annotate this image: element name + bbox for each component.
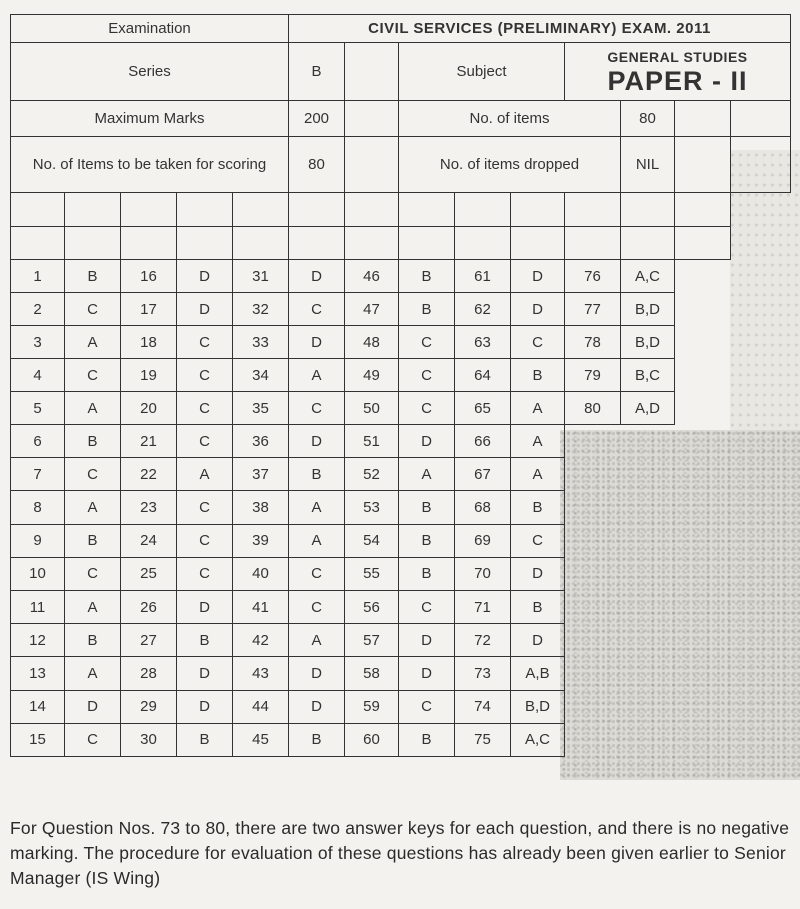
- answer-key: C: [289, 293, 345, 326]
- answer-row: [11, 392, 791, 425]
- answer-key: C: [289, 557, 345, 590]
- question-number: 47: [345, 293, 399, 326]
- empty-cell: [121, 193, 177, 227]
- empty-area: [565, 524, 791, 557]
- empty-cell: [345, 227, 399, 260]
- answer-key: D: [177, 260, 233, 293]
- empty-area: [675, 293, 791, 326]
- question-number: 4: [11, 359, 65, 392]
- question-number: 76: [565, 260, 621, 293]
- empty-area: [565, 723, 791, 756]
- answer-key: C: [177, 491, 233, 524]
- question-number: 8: [11, 491, 65, 524]
- subject-value: [565, 43, 791, 101]
- answer-key: A: [289, 359, 345, 392]
- scoring-value: 80: [289, 137, 345, 193]
- answer-key: B,D: [621, 326, 675, 359]
- answer-key: C: [177, 524, 233, 557]
- question-number: 22: [121, 458, 177, 491]
- answer-key: D: [177, 690, 233, 723]
- answer-key: A: [177, 458, 233, 491]
- question-number: 31: [233, 260, 289, 293]
- answer-key: C: [65, 557, 121, 590]
- answer-row: [11, 723, 791, 756]
- answer-key: A,C: [511, 723, 565, 756]
- empty-cell: [345, 101, 399, 137]
- question-number: 14: [11, 690, 65, 723]
- question-number: 7: [11, 458, 65, 491]
- empty-cell: [233, 193, 289, 227]
- question-number: 50: [345, 392, 399, 425]
- answer-key: B: [65, 260, 121, 293]
- empty-cell: [345, 193, 399, 227]
- answer-row: [11, 458, 791, 491]
- dropped-label: No. of items dropped: [399, 137, 621, 193]
- answer-key: B: [399, 524, 455, 557]
- empty-cell: [731, 101, 791, 137]
- question-number: 36: [233, 425, 289, 458]
- empty-area: [675, 260, 791, 293]
- question-number: 62: [455, 293, 511, 326]
- question-number: 75: [455, 723, 511, 756]
- answer-key: C: [65, 359, 121, 392]
- question-number: 30: [121, 723, 177, 756]
- answer-key: B: [289, 458, 345, 491]
- empty-cell: [731, 193, 791, 227]
- question-number: 71: [455, 590, 511, 623]
- question-number: 16: [121, 260, 177, 293]
- question-number: 24: [121, 524, 177, 557]
- question-number: 23: [121, 491, 177, 524]
- empty-cell: [399, 227, 455, 260]
- question-number: 17: [121, 293, 177, 326]
- answer-key: B: [177, 624, 233, 657]
- answer-key: D: [399, 624, 455, 657]
- question-number: 35: [233, 392, 289, 425]
- question-number: 73: [455, 657, 511, 690]
- question-number: 70: [455, 557, 511, 590]
- question-number: 40: [233, 557, 289, 590]
- answer-key: B,D: [511, 690, 565, 723]
- question-number: 67: [455, 458, 511, 491]
- answer-key: D: [177, 590, 233, 623]
- question-number: 77: [565, 293, 621, 326]
- answer-key: B,C: [621, 359, 675, 392]
- empty-cell: [621, 193, 675, 227]
- answer-key: B: [65, 425, 121, 458]
- answer-key: B,D: [621, 293, 675, 326]
- empty-cell: [345, 43, 399, 101]
- answer-key: B: [399, 293, 455, 326]
- question-number: 65: [455, 392, 511, 425]
- question-number: 12: [11, 624, 65, 657]
- empty-cell: [11, 193, 65, 227]
- answer-key: C: [65, 458, 121, 491]
- question-number: 61: [455, 260, 511, 293]
- question-number: 58: [345, 657, 399, 690]
- question-number: 3: [11, 326, 65, 359]
- empty-area: [565, 657, 791, 690]
- empty-cell: [675, 227, 731, 260]
- answer-key: C: [289, 590, 345, 623]
- question-number: 45: [233, 723, 289, 756]
- question-number: 79: [565, 359, 621, 392]
- examination-label: Examination: [11, 15, 289, 43]
- question-number: 25: [121, 557, 177, 590]
- empty-cell: [455, 193, 511, 227]
- question-number: 69: [455, 524, 511, 557]
- items-label: No. of items: [399, 101, 621, 137]
- question-number: 59: [345, 690, 399, 723]
- empty-cell: [399, 193, 455, 227]
- subject-label: Subject: [399, 43, 565, 101]
- answer-key: B: [65, 524, 121, 557]
- answer-key: B: [511, 491, 565, 524]
- answer-key: D: [511, 624, 565, 657]
- answer-key: C: [511, 326, 565, 359]
- question-number: 20: [121, 392, 177, 425]
- question-number: 39: [233, 524, 289, 557]
- empty-area: [565, 557, 791, 590]
- question-number: 80: [565, 392, 621, 425]
- subject-line1: GENERAL STUDIES: [607, 48, 748, 65]
- answer-row: [11, 425, 791, 458]
- answer-key: D: [511, 557, 565, 590]
- scoring-label: No. of Items to be taken for scoring: [11, 137, 289, 193]
- empty-cell: [345, 137, 399, 193]
- subject-line2: PAPER - II: [607, 65, 748, 96]
- answer-key-table: [10, 14, 791, 757]
- empty-cell: [233, 227, 289, 260]
- answer-row: [11, 326, 791, 359]
- question-number: 42: [233, 624, 289, 657]
- answer-key: B: [511, 359, 565, 392]
- answer-row: [11, 557, 791, 590]
- answer-key: A,C: [621, 260, 675, 293]
- series-label: Series: [11, 43, 289, 101]
- answer-key: A,B: [511, 657, 565, 690]
- question-number: 19: [121, 359, 177, 392]
- answer-key: C: [177, 425, 233, 458]
- empty-cell: [511, 193, 565, 227]
- question-number: 74: [455, 690, 511, 723]
- answer-key: D: [177, 293, 233, 326]
- empty-cell: [565, 193, 621, 227]
- max-marks-label: Maximum Marks: [11, 101, 289, 137]
- answer-key: D: [289, 260, 345, 293]
- empty-cell: [177, 193, 233, 227]
- empty-cell: [455, 227, 511, 260]
- question-number: 15: [11, 723, 65, 756]
- empty-cell: [565, 227, 621, 260]
- question-number: 38: [233, 491, 289, 524]
- answer-key: A,D: [621, 392, 675, 425]
- answer-row: [11, 524, 791, 557]
- answer-key: D: [289, 690, 345, 723]
- answer-key: B: [399, 260, 455, 293]
- answer-key: A: [65, 491, 121, 524]
- answer-key: C: [177, 359, 233, 392]
- empty-area: [565, 458, 791, 491]
- question-number: 66: [455, 425, 511, 458]
- answer-row: [11, 690, 791, 723]
- answer-key: D: [399, 657, 455, 690]
- question-number: 28: [121, 657, 177, 690]
- empty-cell: [11, 227, 65, 260]
- question-number: 13: [11, 657, 65, 690]
- empty-cell: [289, 227, 345, 260]
- answer-key: B: [399, 723, 455, 756]
- answer-key: A: [289, 524, 345, 557]
- items-value: 80: [621, 101, 675, 137]
- max-marks-value: 200: [289, 101, 345, 137]
- question-number: 68: [455, 491, 511, 524]
- answer-row: [11, 590, 791, 623]
- empty-area: [565, 690, 791, 723]
- question-number: 63: [455, 326, 511, 359]
- question-number: 26: [121, 590, 177, 623]
- empty-area: [675, 392, 791, 425]
- answer-key: B: [399, 491, 455, 524]
- empty-area: [565, 590, 791, 623]
- empty-area: [565, 425, 791, 458]
- question-number: 29: [121, 690, 177, 723]
- answer-key: A: [65, 590, 121, 623]
- question-number: 33: [233, 326, 289, 359]
- answer-row: [11, 260, 791, 293]
- answer-key: C: [399, 326, 455, 359]
- answer-key: C: [177, 326, 233, 359]
- question-number: 2: [11, 293, 65, 326]
- question-number: 53: [345, 491, 399, 524]
- empty-cell: [675, 193, 731, 227]
- question-number: 57: [345, 624, 399, 657]
- answer-key: A: [65, 392, 121, 425]
- question-number: 56: [345, 590, 399, 623]
- answer-key: C: [399, 690, 455, 723]
- question-number: 11: [11, 590, 65, 623]
- dropped-value: NIL: [621, 137, 675, 193]
- answer-key: A: [65, 657, 121, 690]
- question-number: 1: [11, 260, 65, 293]
- question-number: 18: [121, 326, 177, 359]
- answer-key: C: [399, 392, 455, 425]
- question-number: 46: [345, 260, 399, 293]
- empty-cell: [177, 227, 233, 260]
- empty-cell: [675, 137, 731, 193]
- answer-key: C: [399, 590, 455, 623]
- answer-key: D: [65, 690, 121, 723]
- answer-key: C: [177, 557, 233, 590]
- empty-cell: [121, 227, 177, 260]
- footer-note: For Question Nos. 73 to 80, there are two answer keys for each question, and there is no negative marking. The procedure for evaluation of these questions has already been given earlier to Senior Manager (IS Wing): [10, 818, 790, 888]
- empty-cell: [675, 101, 731, 137]
- question-number: 43: [233, 657, 289, 690]
- exam-name: CIVIL SERVICES (PRELIMINARY) EXAM. 2011: [289, 15, 791, 43]
- question-number: 54: [345, 524, 399, 557]
- answer-key: A: [511, 458, 565, 491]
- answer-key: D: [289, 326, 345, 359]
- question-number: 48: [345, 326, 399, 359]
- empty-area: [565, 624, 791, 657]
- answer-row: [11, 657, 791, 690]
- question-number: 32: [233, 293, 289, 326]
- answer-key: A: [65, 326, 121, 359]
- answer-key: B: [289, 723, 345, 756]
- answer-key: D: [511, 293, 565, 326]
- answer-key: D: [177, 657, 233, 690]
- series-value: B: [289, 43, 345, 101]
- answer-row: [11, 359, 791, 392]
- question-number: 37: [233, 458, 289, 491]
- question-number: 51: [345, 425, 399, 458]
- answer-key: B: [177, 723, 233, 756]
- answer-key: C: [65, 293, 121, 326]
- question-number: 9: [11, 524, 65, 557]
- empty-cell: [621, 227, 675, 260]
- question-number: 78: [565, 326, 621, 359]
- answer-key: A: [399, 458, 455, 491]
- empty-cell: [65, 193, 121, 227]
- question-number: 34: [233, 359, 289, 392]
- answer-key: C: [399, 359, 455, 392]
- answer-row: [11, 491, 791, 524]
- question-number: 60: [345, 723, 399, 756]
- empty-area: [565, 491, 791, 524]
- answer-key: A: [289, 624, 345, 657]
- question-number: 55: [345, 557, 399, 590]
- question-number: 10: [11, 557, 65, 590]
- answer-key: C: [65, 723, 121, 756]
- answer-key: D: [511, 260, 565, 293]
- empty-cell: [511, 227, 565, 260]
- empty-cell: [289, 193, 345, 227]
- question-number: 44: [233, 690, 289, 723]
- question-number: 27: [121, 624, 177, 657]
- empty-area: [675, 326, 791, 359]
- question-number: 6: [11, 425, 65, 458]
- answer-key: D: [289, 425, 345, 458]
- answer-key: C: [177, 392, 233, 425]
- answer-key: D: [399, 425, 455, 458]
- answer-key: C: [289, 392, 345, 425]
- answer-key: B: [399, 557, 455, 590]
- question-number: 41: [233, 590, 289, 623]
- question-number: 64: [455, 359, 511, 392]
- empty-cell: [731, 227, 791, 260]
- empty-cell: [65, 227, 121, 260]
- question-number: 52: [345, 458, 399, 491]
- question-number: 5: [11, 392, 65, 425]
- answer-row: [11, 624, 791, 657]
- empty-cell: [731, 137, 791, 193]
- question-number: 49: [345, 359, 399, 392]
- answer-key: B: [65, 624, 121, 657]
- answer-key: C: [511, 524, 565, 557]
- answer-row: [11, 293, 791, 326]
- answer-key: B: [511, 590, 565, 623]
- answer-key: A: [511, 392, 565, 425]
- answer-key: A: [289, 491, 345, 524]
- question-number: 21: [121, 425, 177, 458]
- answer-key: A: [511, 425, 565, 458]
- answer-key: D: [289, 657, 345, 690]
- question-number: 72: [455, 624, 511, 657]
- empty-area: [675, 359, 791, 392]
